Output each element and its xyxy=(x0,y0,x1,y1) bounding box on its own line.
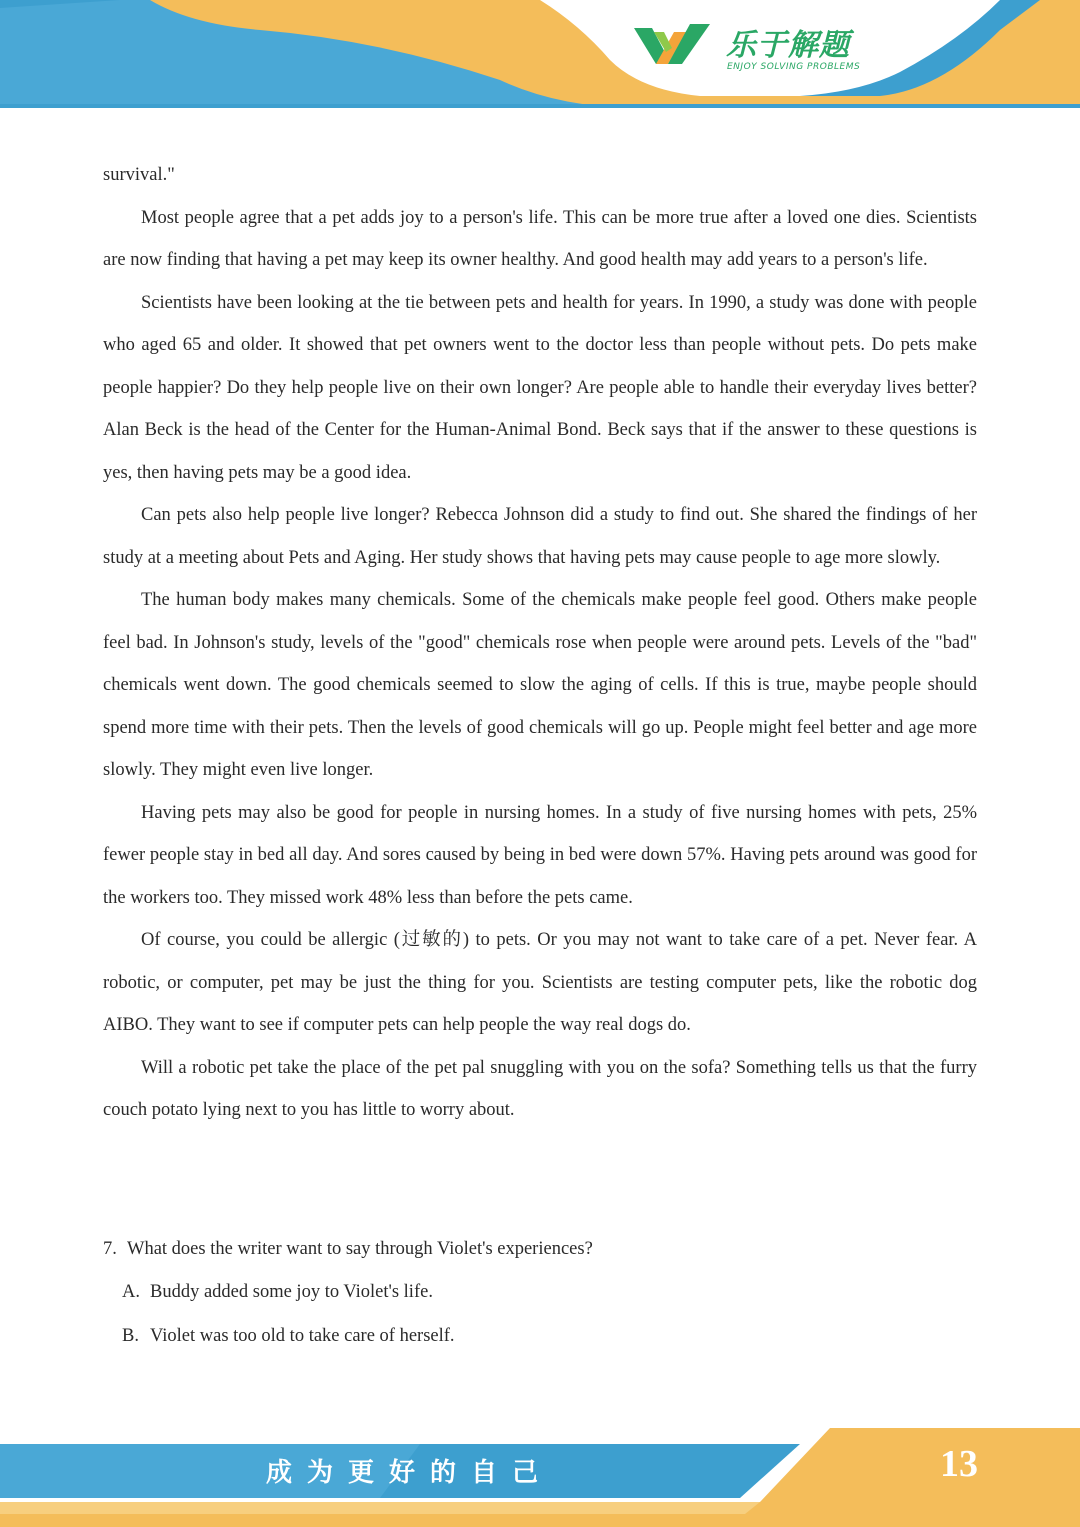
page-header xyxy=(0,0,1080,112)
passage-paragraph: Scientists have been looking at the tie between pets and health for years. In 1990, a study was done with people who aged 65 and older. It showed that pet owners went to the doctor less than people without pets. Do pets make people happier? Do they help people live on their own longer? Are people able to handle their everyday lives better? Alan Beck is the head of the Center for the Human-Animal Bond. Beck says that if the answer to these questions is yes, then having pets may be a good idea. xyxy=(103,292,977,483)
option-a[interactable] xyxy=(103,1270,977,1314)
logo-mark-icon xyxy=(634,18,714,66)
logo-title: 乐于解题 xyxy=(726,28,850,63)
brand-logo xyxy=(634,18,874,80)
passage-paragraph: Can pets also help people live longer? Rebecca Johnson did a study to find out. She shared the findings of her study at a meeting about Pets and Aging. Her study shows that having pets may cause people to age more slowly. xyxy=(103,505,977,568)
question-block xyxy=(103,1228,977,1358)
question-text: What does the writer want to say through Violet's experiences? xyxy=(127,1239,593,1259)
option-text: Violet was too old to take care of herself. xyxy=(150,1326,455,1346)
passage-paragraph: Of course, you could be allergic (过敏的) to pets. Or you may not want to take care of a pet. Never fear. A robotic, or computer, pet may be just the thing for you. Scientists are testing computer pets, like the robotic dog AIBO. They want to see if computer pets can help people the way real dogs do. xyxy=(103,930,977,1035)
logo-subtitle: ENJOY SOLVING PROBLEMS xyxy=(727,62,861,72)
option-letter: B. xyxy=(122,1326,139,1346)
passage-paragraph: Having pets may also be good for people in nursing homes. In a study of five nursing homes with pets, 25% fewer people stay in bed all day. And sores caused by being in bed were down 57%. Having pets around was good for the workers too. They missed work 48% less than before the pets came. xyxy=(103,802,977,908)
header-decoration xyxy=(0,0,1080,112)
question-stem xyxy=(103,1228,977,1270)
passage-paragraph: survival." xyxy=(103,165,175,185)
passage-paragraph: The human body makes many chemicals. Some of the chemicals make people feel good. Others make people feel bad. In Johnson's study, levels of the "good" chemicals rose when people were around pets. Levels of the "bad" chemicals went down. The good chemicals seemed to slow the aging of cells. If this is true, maybe people should spend more time with their pets. Then the levels of good chemicals will go up. People might feel better and age more slowly. They might even live longer. xyxy=(103,590,977,780)
option-text: Buddy added some joy to Violet's life. xyxy=(150,1282,433,1302)
option-b[interactable] xyxy=(103,1314,977,1358)
question-number: 7. xyxy=(103,1239,117,1259)
passage-paragraph: Most people agree that a pet adds joy to a person's life. This can be more true after a loved one dies. Scientists are now finding that having a pet may keep its owner healthy. And good health may add years to a person's life. xyxy=(103,207,977,270)
passage-paragraph: Will a robotic pet take the place of the pet pal snuggling with you on the sofa? Something tells us that the furry couch potato lying next to you has little to worry about. xyxy=(103,1057,977,1120)
reading-passage xyxy=(103,154,977,1132)
footer-slogan: 成为更好的自己 xyxy=(266,1458,554,1488)
page-number: 13 xyxy=(940,1443,978,1485)
option-letter: A. xyxy=(122,1282,140,1302)
